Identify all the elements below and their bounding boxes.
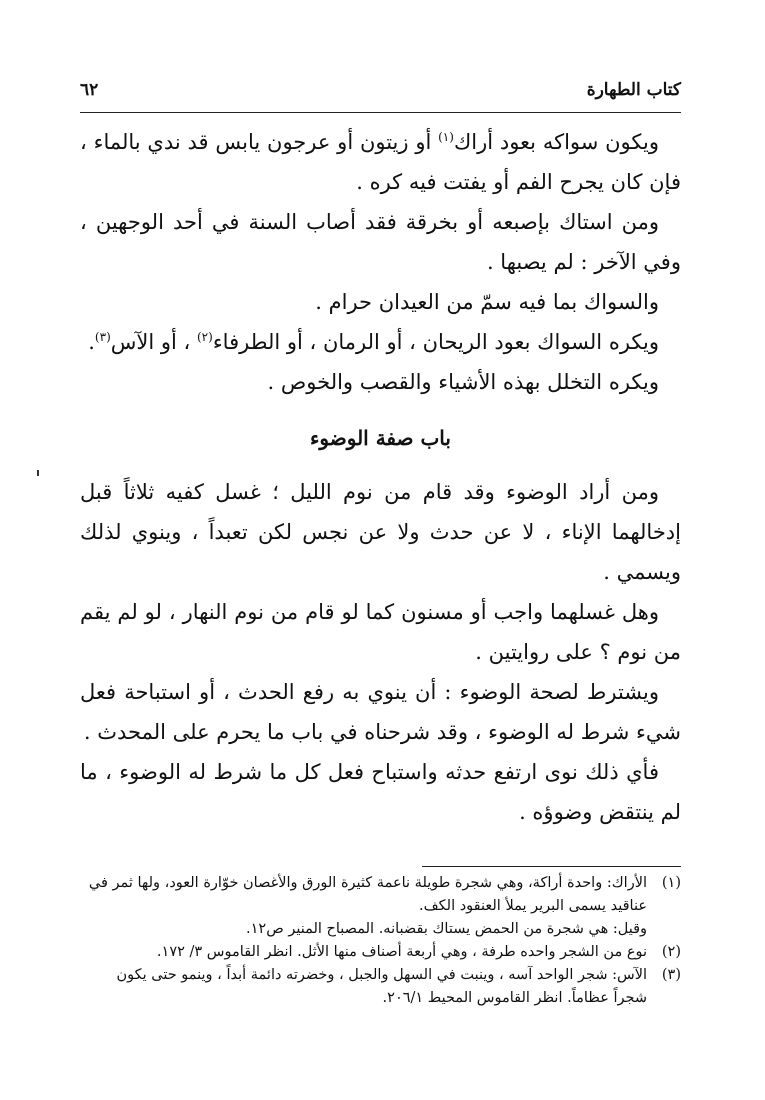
paragraph-obligatory-question: وهل غسلهما واجب أو مسنون كما لو قام من نوم النهار ، لو لم يقم من نوم ؟ على روايتين .	[80, 600, 681, 664]
footnote-ref-3: (٣)	[94, 330, 111, 344]
footnote-text: نوع من الشجر واحده طرفة ، وهي أربعة أصناف منها الأثل. انظر القاموس ٣/ ١٧٢.	[156, 944, 647, 960]
paragraph-tooth-picking: ويكره التخلل بهذه الأشياء والقصب والخوص .	[267, 370, 659, 394]
footnotes	[80, 872, 681, 1010]
footnote-3	[80, 964, 681, 1010]
footnote-number: (٢)	[661, 944, 681, 960]
main-text	[80, 122, 681, 832]
header-divider	[80, 112, 681, 113]
paragraph-siwak-wood: ويكون سواكه بعود أراك$^{(١)}$ أو زيتون أو عرجون يابس قد ندي بالماء ، فإن كان يجرح الفم أو يفتت فيه كره .	[80, 130, 681, 194]
section-heading: باب صفة الوضوء	[310, 426, 451, 450]
footnote-text: الأراك: واحدة أراكة، وهي شجرة طويلة ناعمة كثيرة الورق والأغصان خوّارة العود، ولها ثمر في عناقيد يسمى البرير يملأ العنقود الكف.	[88, 875, 647, 914]
paragraph-intention-condition: ويشترط لصحة الوضوء : أن ينوي به رفع الحدث ، أو استباحة فعل شيء شرط له الوضوء ، وقد شرحناه في باب ما يحرم على المحدث .	[80, 680, 681, 744]
footnote-1	[80, 872, 681, 918]
footnote-1-continuation: وقيل: هي شجرة من الحمض يستاك بقضبانه. المصباح المنير ص١٢.	[246, 921, 647, 937]
paragraph-intention-effect: فأي ذلك نوى ارتفع حدثه واستباح فعل كل ما شرط له الوضوء ، ما لم ينتقض وضوؤه .	[80, 760, 681, 824]
margin-mark	[37, 470, 39, 476]
footnote-ref-1: (١)	[438, 130, 454, 144]
chapter-title: كتاب الطهارة	[586, 80, 681, 100]
footnote-2	[80, 941, 681, 964]
footnote-number: (١)	[661, 875, 681, 891]
paragraph-poison-wood: والسواك بما فيه سمّ من العيدان حرام .	[315, 290, 659, 314]
footnote-text: الآس: شجر الواحد آسه ، وينبت في السهل والجبل ، وخضرته دائمة أبداً ، وينمو حتى يكون شجراً عظاماً. انظر القاموس المحيط ٢٠٦/١.	[116, 967, 647, 1006]
running-header	[80, 76, 681, 110]
footnote-number: (٣)	[661, 967, 681, 983]
paragraph-wash-hands: ومن أراد الوضوء وقد قام من نوم الليل ؛ غسل كفيه ثلاثاً قبل إدخالهما الإناء ، لا عن حدث ولا عن نجس لكن تعبداً ، وينوي لذلك ويسمي .	[80, 480, 681, 584]
paragraph-disliked-woods: ويكره السواك بعود الريحان ، أو الرمان ، أو الطرفاء$^{(٢)}$ ، أو الآس$^{(٣)}$.	[88, 330, 659, 354]
paragraph-finger-siwak: ومن استاك بإصبعه أو بخرقة فقد أصاب السنة في أحد الوجهين ، وفي الآخر : لم يصبها .	[80, 210, 681, 274]
page-number: ٦٢	[80, 80, 99, 100]
footnote-divider	[422, 866, 681, 867]
footnote-ref-2: (٢)	[196, 330, 213, 344]
